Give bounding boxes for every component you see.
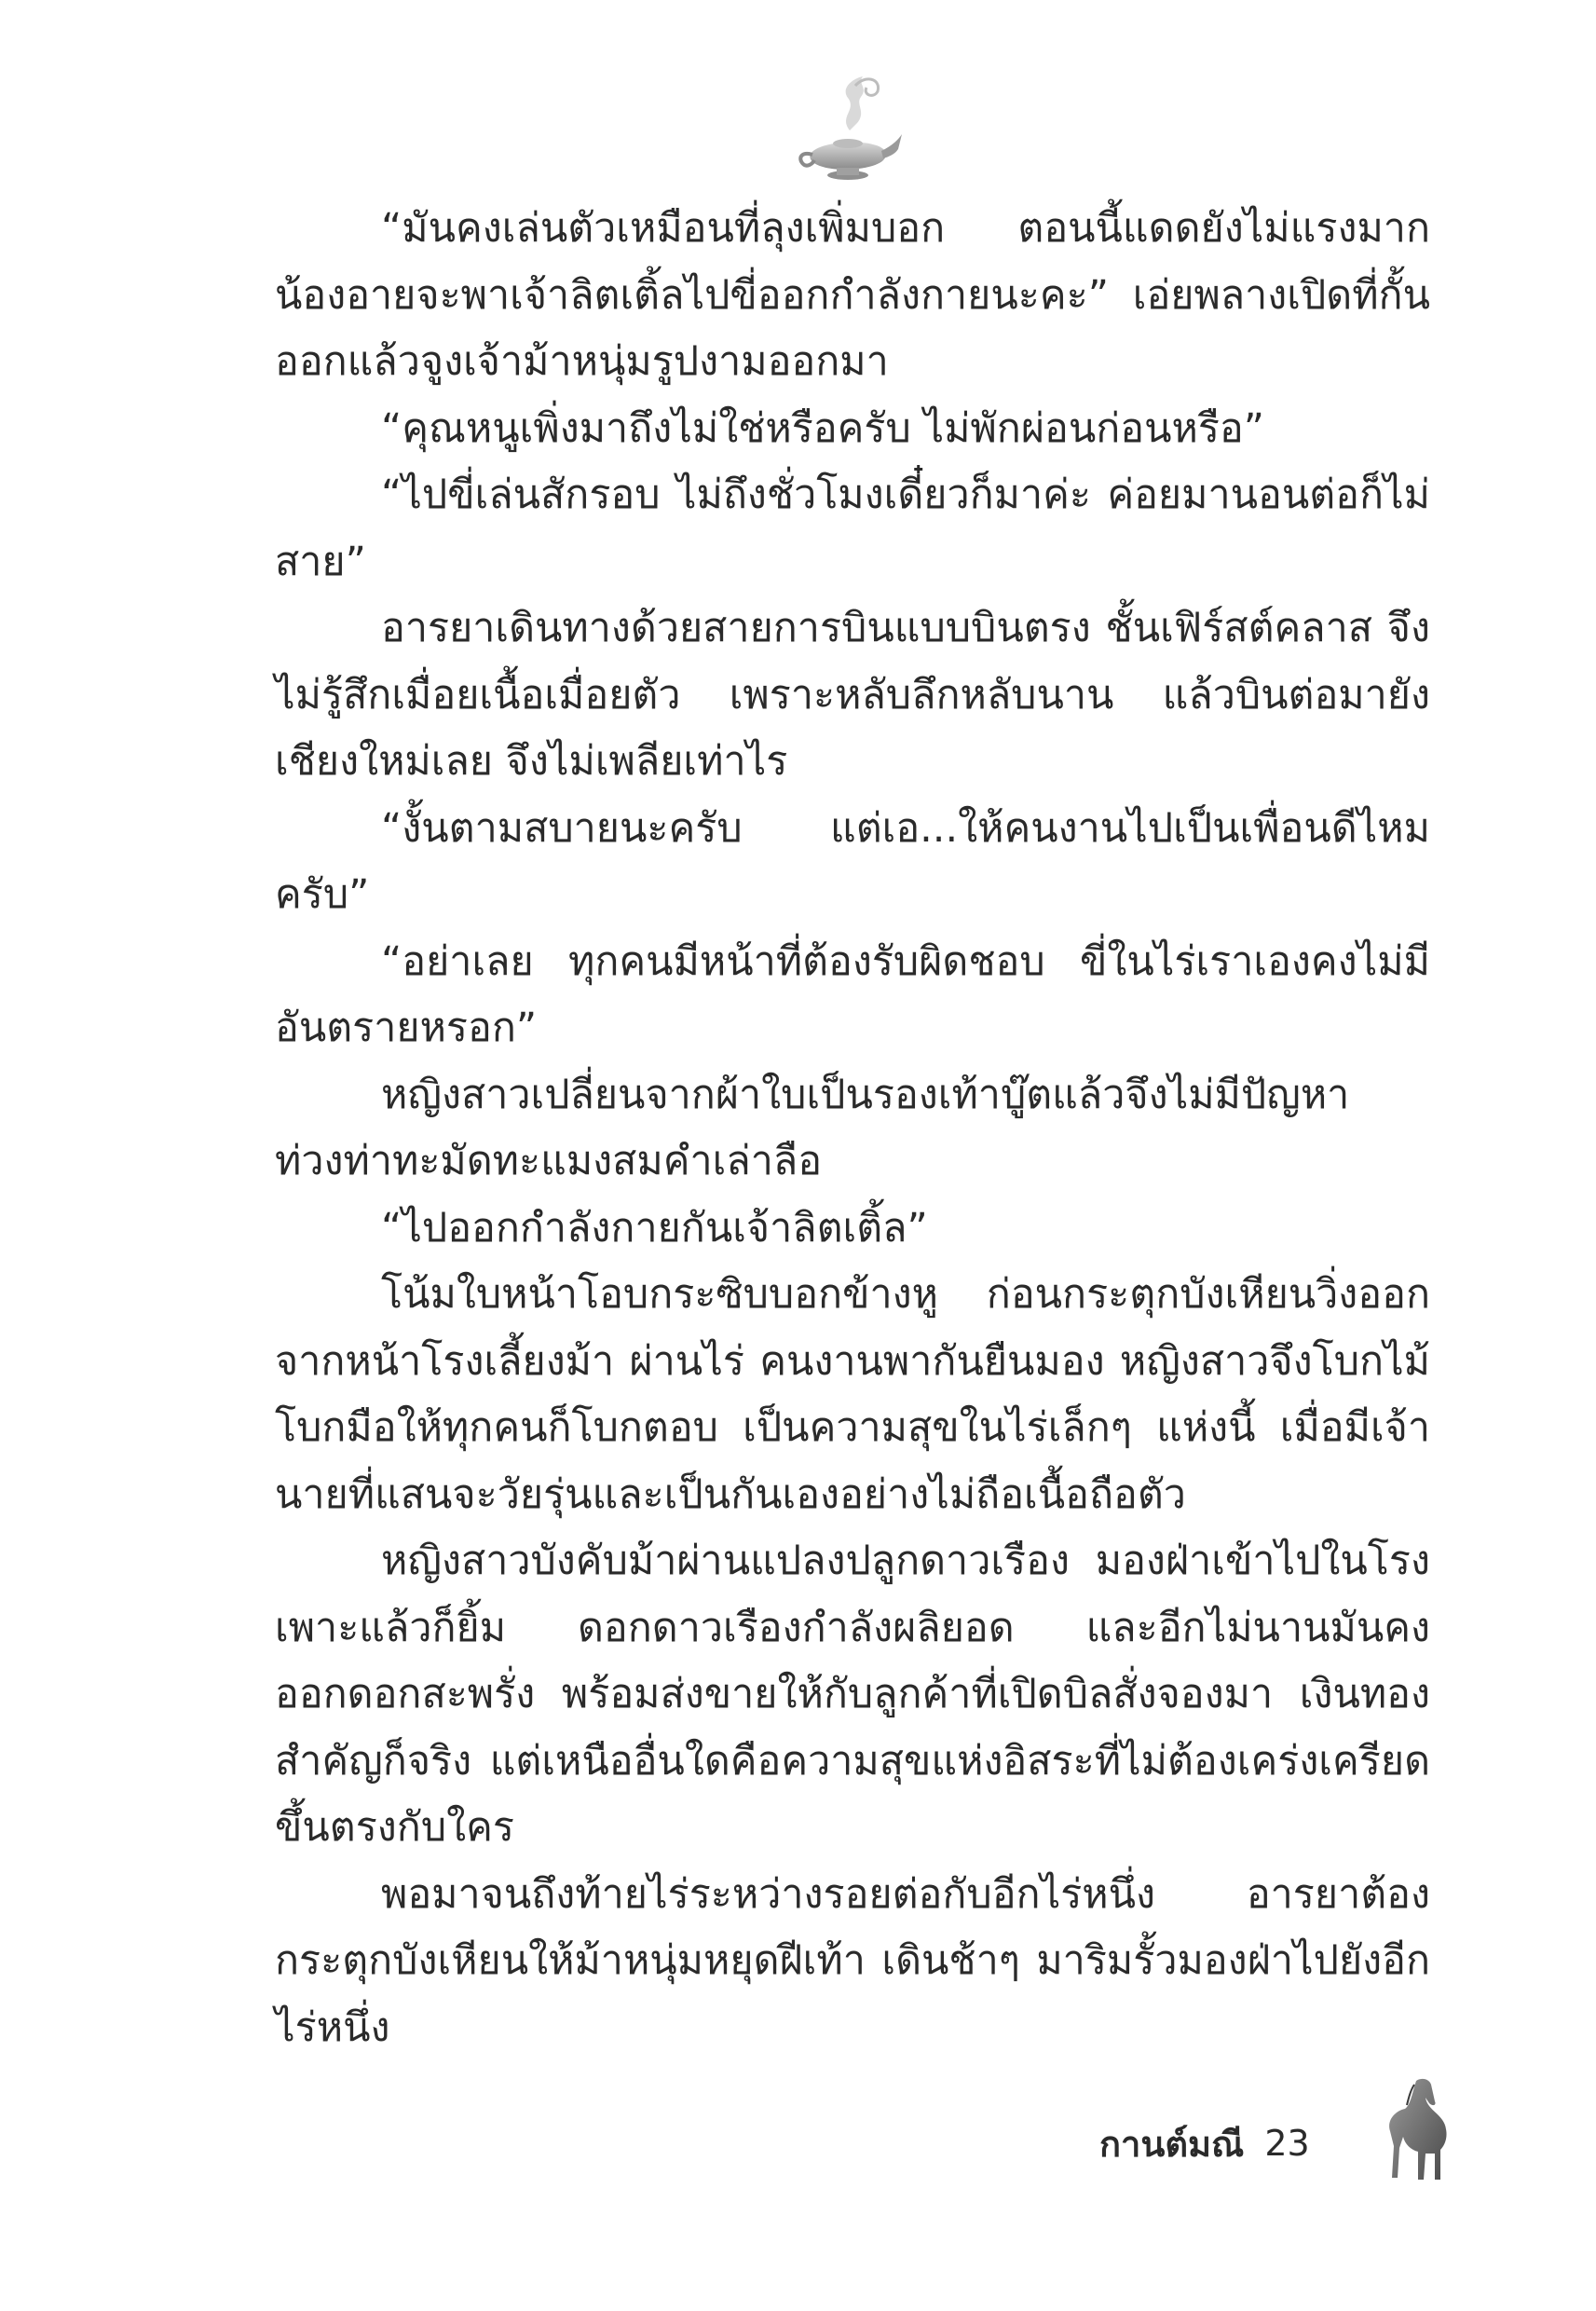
paragraph: พอมาจนถึงท้ายไร่ระหว่างรอยต่อกับอีกไร่หนึ่ง อารยาต้องกระตุกบังเหียนให้ม้าหนุ่มหยุดฝีเท้า เดินช้าๆ มาริมรั้วมองฝ่าไปยังอีกไร่หนึ่ง — [275, 1870, 1430, 2051]
paragraph: อารยาเดินทางด้วยสายการบินแบบบินตรง ชั้นเฟิร์สต์คลาส จึงไม่รู้สึกเมื่อยเนื้อเมื่อยตัว เพราะหลับลึกหลับนาน แล้วบินต่อมายังเชียงใหม่เลย จึงไม่เพลียเท่าไร — [275, 605, 1430, 785]
body-text — [275, 196, 1430, 2061]
page-number: 23 — [1264, 2123, 1310, 2164]
horse-icon — [1379, 2073, 1458, 2185]
book-title: กานต์มณี — [1099, 2123, 1245, 2165]
paragraph: “มันคงเล่นตัวเหมือนที่ลุงเพิ่มบอก ตอนนี้แดดยังไม่แรงมาก น้องอายจะพาเจ้าลิตเติ้ลไปขี่ออกกำลังกายนะคะ” เอ่ยพลางเปิดที่กั้นออกแล้วจูงเจ้าม้าหนุ่มรูปงามออกมา — [275, 205, 1430, 385]
genie-lamp-icon — [792, 65, 904, 196]
paragraph: “อย่าเลย ทุกคนมีหน้าที่ต้องรับผิดชอบ ขี่ในไร่เราเองคงไม่มีอันตรายหรอก” — [275, 937, 1430, 1051]
paragraph: “งั้นตามสบายนะครับ แต่เอ...ให้คนงานไปเป็นเพื่อนดีไหมครับ” — [275, 804, 1430, 918]
paragraph: หญิงสาวเปลี่ยนจากผ้าใบเป็นรองเท้าบู๊ตแล้วจึงไม่มีปัญหาท่วงท่าทะมัดทะแมงสมคำเล่าลือ — [275, 1071, 1350, 1184]
paragraph: โน้มใบหน้าโอบกระซิบบอกข้างหู ก่อนกระตุกบังเหียนวิ่งออกจากหน้าโรงเลี้ยงม้า ผ่านไร่ คนงานพากันยืนมอง หญิงสาวจึงโบกไม้โบกมือให้ทุกคนก็โบกตอบ เป็นความสุขในไร่เล็กๆ แห่งนี้ เมื่อมีเจ้านายที่แสนจะวัยรุ่นและเป็นกันเองอย่างไม่ถือเนื้อถือตัว — [275, 1271, 1430, 1518]
page-footer — [1099, 2115, 1310, 2171]
paragraph: หญิงสาวบังคับม้าผ่านแปลงปลูกดาวเรือง มองฝ่าเข้าไปในโรงเพาะแล้วก็ยิ้ม ดอกดาวเรืองกำลังผลิยอด และอีกไม่นานมันคงออกดอกสะพรั่ง พร้อมส่งขายให้กับลูกค้าที่เปิดบิลสั่งจองมา เงินทองสำคัญก็จริง แต่เหนืออื่นใดคือความสุขแห่งอิสระที่ไม่ต้องเคร่งเครียดขึ้นตรงกับใคร — [275, 1538, 1430, 1851]
paragraph: “คุณหนูเพิ่งมาถึงไม่ใช่หรือครับ ไม่พักผ่อนก่อนหรือ” — [381, 404, 1265, 452]
paragraph: “ไปขี่เล่นสักรอบ ไม่ถึงชั่วโมงเดี๋ยวก็มาค่ะ ค่อยมานอนต่อก็ไม่สาย” — [275, 472, 1430, 585]
paragraph: “ไปออกกำลังกายกันเจ้าลิตเติ้ล” — [381, 1204, 928, 1251]
